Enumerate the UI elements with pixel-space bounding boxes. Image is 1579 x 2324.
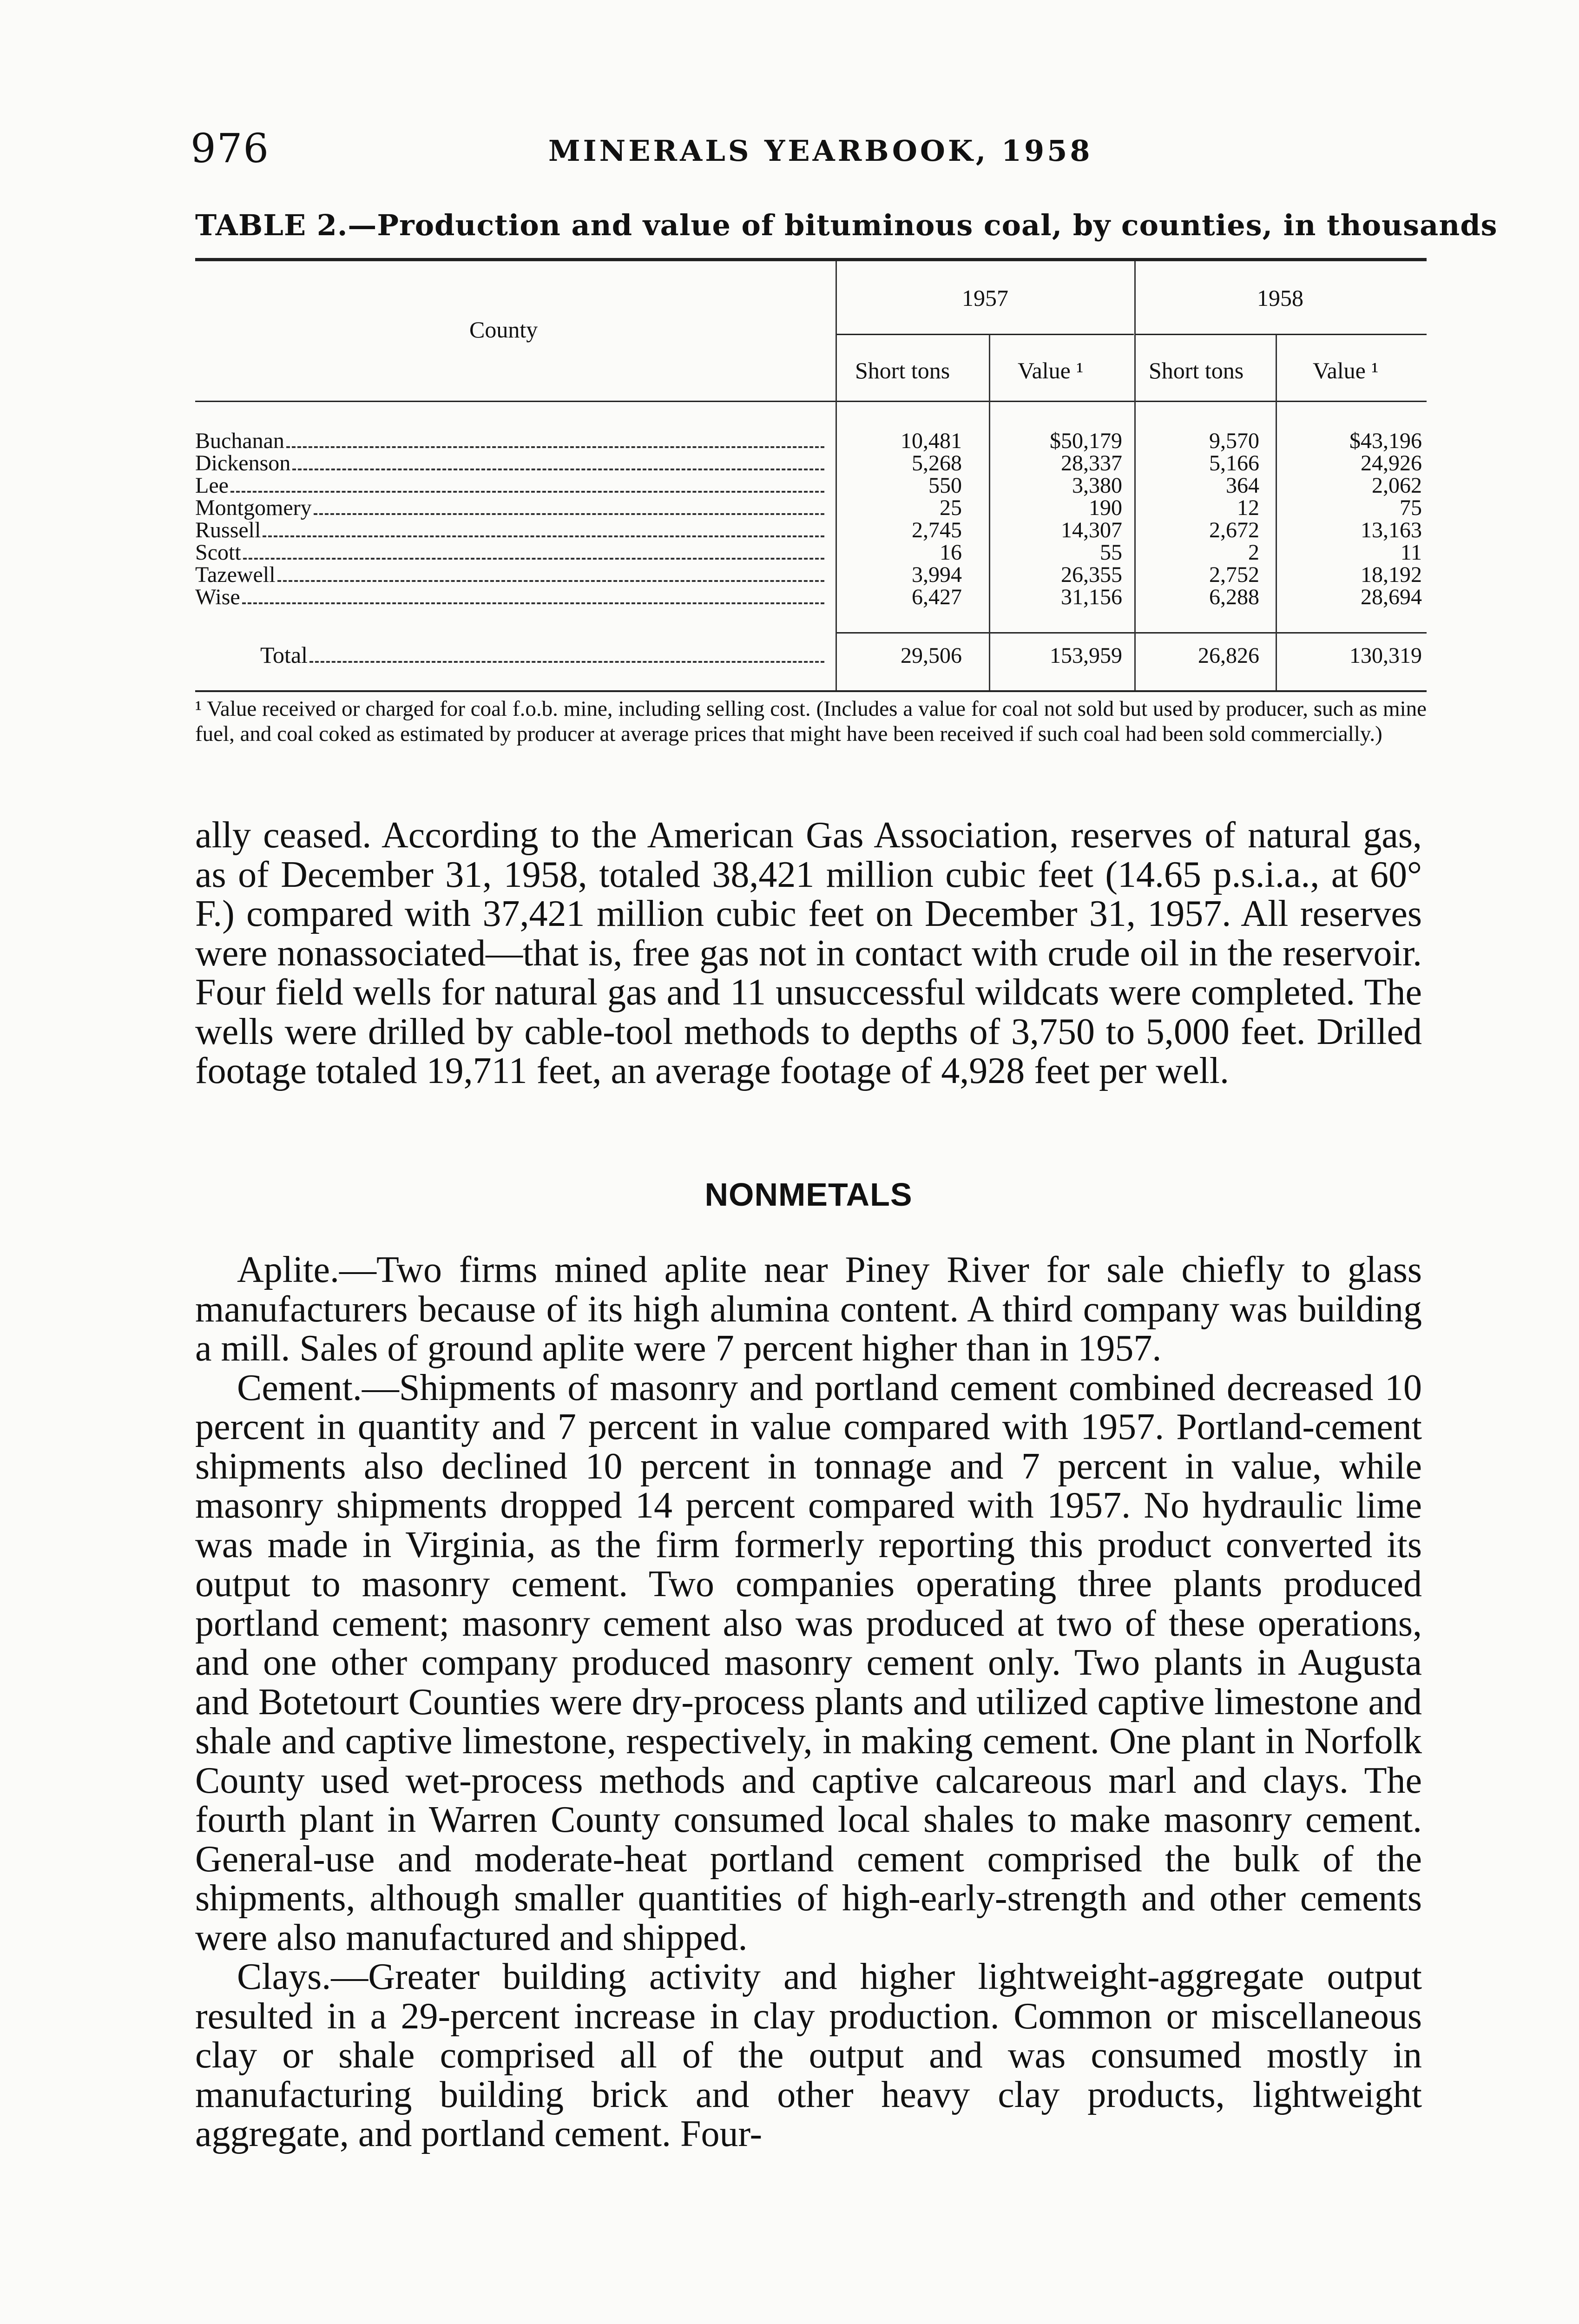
- total-separator-rule: [836, 632, 1427, 634]
- table-bottom-rule: [195, 690, 1427, 692]
- county-name: Russell: [195, 518, 261, 542]
- year-underline-1958: [1135, 334, 1427, 335]
- total-value-1958: 130,319: [1349, 643, 1422, 668]
- table-row: [195, 541, 827, 564]
- county-name: Montgomery: [195, 495, 312, 520]
- table-row: [195, 519, 827, 541]
- county-name: Lee: [195, 473, 229, 498]
- total-row: [195, 641, 827, 669]
- cell-value-1958: 24,926: [1361, 451, 1422, 475]
- table-row: [195, 475, 827, 497]
- clays-heading: Clays.: [237, 1956, 331, 1997]
- cell-value-1957: 31,156: [1061, 585, 1122, 609]
- cell-short-tons-1957: 2,745: [912, 518, 962, 542]
- year-1958-header: 1958: [1257, 285, 1303, 311]
- cement-text: —Shipments of masonry and portland cement combined decreased 10 percent in quantity and 7 percent in value compared with 1957. Portland-cement shipments also declined 10 percent in tonnage and 7 percent in value, while masonry shipments dropped 14 percent compared with 1957. No hydraulic lime was made in Virginia, as the firm formerly reporting this product converted its output to masonry cement. Two companies operating three plants produced portland cement; masonry cement also was produced at two of these operations, and one other company produced masonry cement only. Two plants in Augusta and Botetourt Counties were dry-process plants and utilized captive limestone and shale and captive limestone, respectively, in making cement. One plant in Norfolk County used wet-process methods and captive calcareous marl and clays. The fourth plant in Warren County consumed local shales to make masonry cement. General-use and moderate-heat portland cement comprised the bulk of the shipments, although smaller quantities of high-early-strength and other cements were also manufactured and shipped.: [195, 1367, 1422, 1958]
- page-number: 976: [191, 125, 270, 172]
- cell-value-1958: 18,192: [1361, 562, 1422, 587]
- cell-short-tons-1958: 364: [1226, 473, 1259, 498]
- short-tons-1957-column: [846, 430, 962, 608]
- value-header-1958: Value ¹: [1313, 357, 1379, 383]
- aplite-heading: Aplite.: [237, 1249, 339, 1290]
- gas-paragraph: ally ceased. According to the American Gas Association, reserves of natural gas, as of December 31, 1958, totaled 38,421 million cubic feet (14.65 p.s.i.a., at 60° F.) compared with 37,421 million cubic feet on December 31, 1957. All reserves were nonassociated—that is, free gas not in contact with crude oil in the reservoir. Four field wells for natural gas and 11 unsuccessful wildcats were completed. The wells were drilled by cable-tool methods to depths of 3,750 to 5,000 feet. Drilled footage totaled 19,711 feet, an average footage of 4,928 feet per well.: [195, 815, 1422, 1091]
- cell-value-1957: $50,179: [1050, 429, 1122, 453]
- col-divider-1958-value: [1276, 335, 1277, 690]
- cell-value-1958: 11: [1400, 540, 1422, 565]
- short-tons-header-1958: Short tons: [1149, 357, 1244, 383]
- table-row: [195, 452, 827, 475]
- cell-value-1958: 2,062: [1372, 473, 1422, 498]
- county-name: Tazewell: [195, 562, 276, 587]
- year-1957-header: 1957: [962, 285, 1008, 311]
- clays-paragraph: [195, 1957, 1422, 2154]
- cell-value-1958: 13,163: [1361, 518, 1422, 542]
- table-caption: TABLE 2.—Production and value of bituminous coal, by counties, in thousands: [195, 208, 1498, 242]
- section-heading: NONMETALS: [704, 1176, 913, 1213]
- header-bottom-rule: [195, 401, 1427, 402]
- table-row: [195, 430, 827, 452]
- total-short-tons-1958: 26,826: [1198, 643, 1259, 668]
- cell-short-tons-1958: 2,672: [1209, 518, 1259, 542]
- cell-short-tons-1958: 2: [1248, 540, 1259, 565]
- value-header-1957: Value ¹: [1018, 357, 1084, 383]
- table-row: [195, 564, 827, 586]
- cell-short-tons-1958: 9,570: [1209, 429, 1259, 453]
- cell-value-1958: $43,196: [1349, 429, 1422, 453]
- nonmetals-text-block: [195, 1250, 1422, 2154]
- county-name: Dickenson: [195, 451, 291, 475]
- county-header: County: [469, 317, 538, 343]
- cell-value-1957: 26,355: [1061, 562, 1122, 587]
- aplite-paragraph: [195, 1250, 1422, 1368]
- cell-value-1958: 28,694: [1361, 585, 1422, 609]
- county-name: Wise: [195, 585, 240, 609]
- cell-short-tons-1958: 5,166: [1209, 451, 1259, 475]
- cell-value-1957: 28,337: [1061, 451, 1122, 475]
- cell-value-1957: 14,307: [1061, 518, 1122, 542]
- cell-short-tons-1957: 550: [928, 473, 962, 498]
- clays-text: —Greater building activity and higher lightweight-aggregate output resulted in a 29-percent increase in clay production. Common or miscellaneous clay or shale comprised all of the output and was consumed mostly in manufacturing building brick and other heavy clay products, lightweight aggregate, and portland cement. Four-: [195, 1956, 1422, 2154]
- cell-short-tons-1957: 6,427: [912, 585, 962, 609]
- table-row: [195, 586, 827, 608]
- short-tons-header-1957: Short tons: [855, 357, 950, 383]
- col-divider-1957-value: [989, 335, 990, 690]
- total-short-tons-1957: 29,506: [901, 643, 962, 668]
- table-top-rule: [195, 258, 1427, 261]
- table-footnote: ¹ Value received or charged for coal f.o.b. mine, including selling cost. (Includes a value for coal not sold but used by producer, such as mine fuel, and coal coked as estimated by producer at average prices that might have been received if such coal had been sold commercially.): [195, 697, 1427, 746]
- year-underline-1957: [836, 334, 1134, 335]
- gas-paragraph-block: [195, 816, 1422, 1091]
- county-list: [195, 430, 827, 608]
- cell-short-tons-1958: 2,752: [1209, 562, 1259, 587]
- cell-short-tons-1957: 10,481: [901, 429, 962, 453]
- county-name: Buchanan: [195, 429, 284, 453]
- cell-short-tons-1958: 6,288: [1209, 585, 1259, 609]
- short-tons-1958-column: [1141, 430, 1259, 608]
- cell-value-1957: 55: [1100, 540, 1122, 565]
- col-divider-years: [1134, 261, 1136, 690]
- cell-short-tons-1957: 16: [940, 540, 962, 565]
- cement-heading: Cement.: [237, 1367, 362, 1408]
- value-1957-column: [994, 430, 1122, 608]
- cell-short-tons-1957: 25: [940, 495, 962, 520]
- aplite-text: —Two firms mined aplite near Piney River for sale chiefly to glass manufacturers because of its high alumina content. A third company was building a mill. Sales of ground aplite were 7 percent higher than in 1957.: [195, 1249, 1422, 1369]
- cell-short-tons-1957: 5,268: [912, 451, 962, 475]
- cell-short-tons-1957: 3,994: [912, 562, 962, 587]
- cell-value-1957: 3,380: [1072, 473, 1122, 498]
- running-head: [191, 125, 1427, 177]
- cell-value-1958: 75: [1400, 495, 1422, 520]
- col-divider-county: [836, 261, 837, 690]
- cement-paragraph: [195, 1368, 1422, 1958]
- cell-value-1957: 190: [1089, 495, 1122, 520]
- total-value-1957: 153,959: [1050, 643, 1122, 668]
- book-title: MINERALS YEARBOOK, 1958: [548, 134, 1093, 168]
- county-name: Scott: [195, 540, 241, 565]
- cell-short-tons-1958: 12: [1237, 495, 1259, 520]
- value-1958-column: [1283, 430, 1422, 608]
- total-label: Total: [260, 642, 308, 668]
- table-row: [195, 497, 827, 519]
